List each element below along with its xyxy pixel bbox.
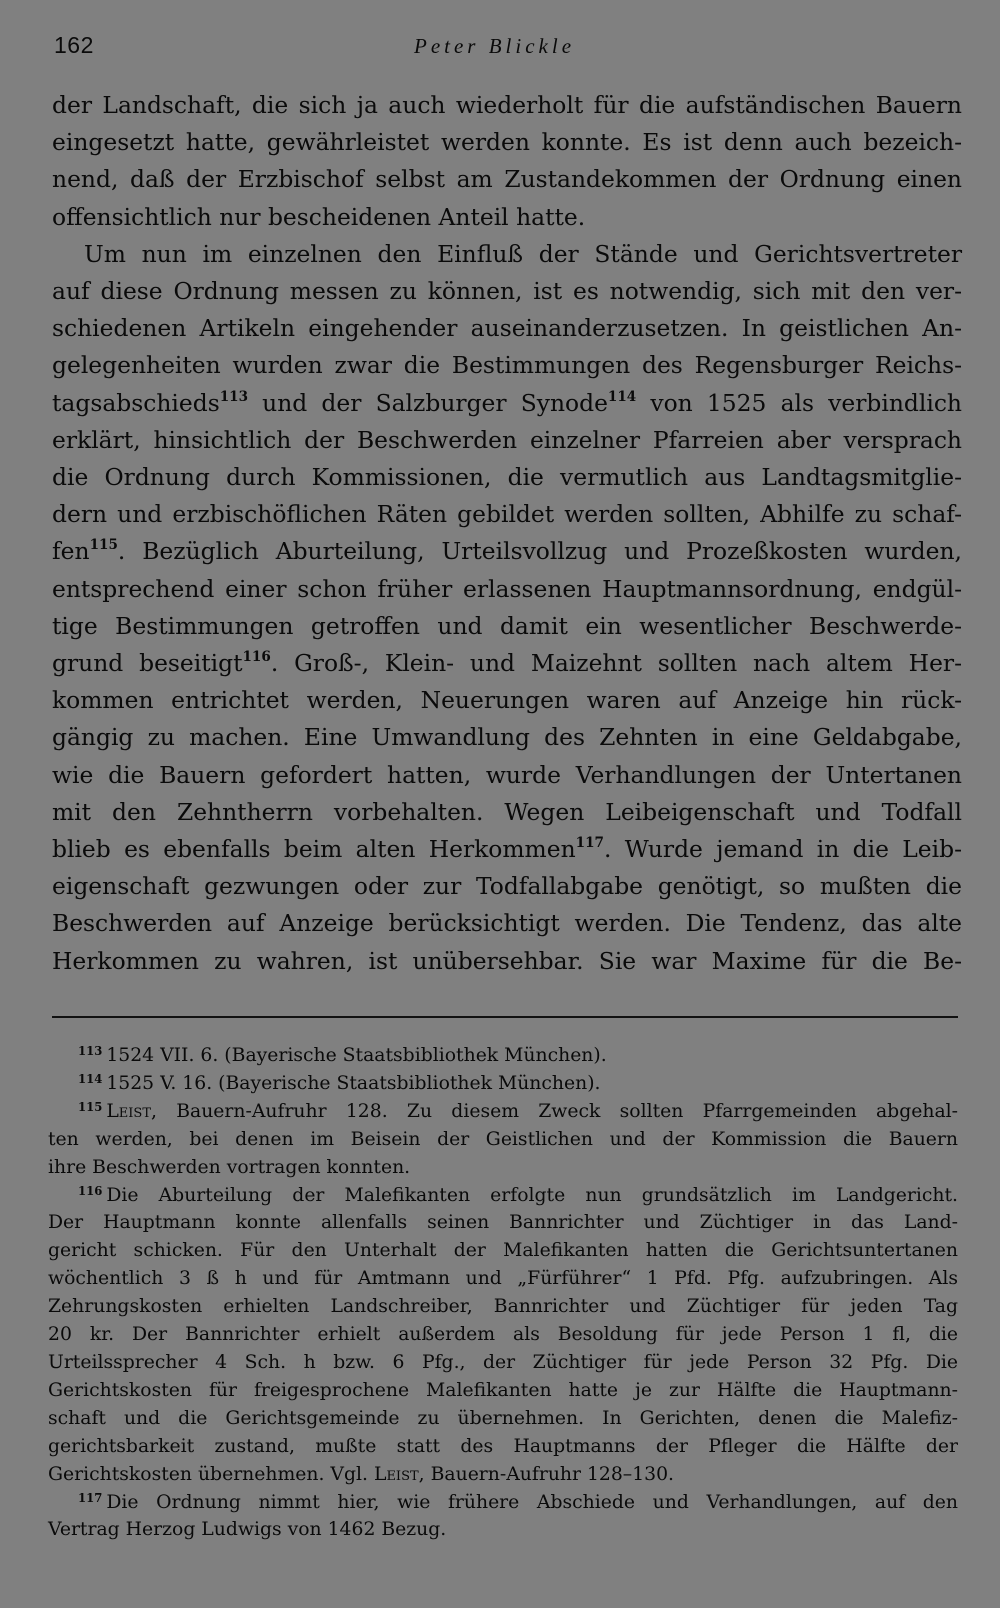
- text-line: der Landschaft, die sich ja auch wiederholt für die aufständischen Bauern: [52, 91, 962, 119]
- footnotes: [48, 1042, 958, 1544]
- footnote-ref-116[interactable]: 116: [242, 648, 271, 665]
- paragraph-2: [52, 236, 962, 980]
- text-run: , Bauern-Aufruhr 128–130.: [418, 1463, 675, 1485]
- text-line: auf diese Ordnung messen zu können, ist es notwendig, sich mit den ver-: [52, 277, 962, 306]
- text-line: Um nun im einzelnen den Einfluß der Stände und Gerichtsvertreter: [84, 239, 962, 268]
- text-line: [48, 1042, 958, 1070]
- text-line: schiedenen Artikeln eingehender auseinanderzusetzen. In geistlichen An-: [52, 314, 962, 343]
- text-line: [48, 1098, 958, 1126]
- footnote-mark: 115: [78, 1100, 103, 1114]
- text-line: eingesetzt hatte, gewährleistet werden konnte. Es ist denn auch bezeich-: [52, 128, 962, 157]
- text-line: [48, 1182, 958, 1210]
- page-header: [54, 32, 948, 72]
- text-line: dern und erzbischöflichen Räten gebildet werden sollten, Abhilfe zu schaf-: [52, 500, 962, 529]
- text-run: . Bezüglich Aburteilung, Urteilsvollzug und Prozeßkosten wurden,: [117, 537, 962, 566]
- text-run: . Groß-, Klein- und Maizehnt sollten nach altem Her-: [270, 649, 963, 678]
- text-line: [52, 645, 962, 682]
- text-line: kommen entrichtet werden, Neuerungen waren auf Anzeige hin rück-: [52, 686, 962, 715]
- footnote-ref-117[interactable]: 117: [575, 834, 604, 851]
- footnote-mark: 114: [78, 1072, 103, 1087]
- paragraph-1: [52, 87, 962, 236]
- text-line: Urteilssprecher 4 Sch. h bzw. 6 Pfg., der Züchtiger für jede Person 32 Pfg. Die: [48, 1351, 958, 1373]
- text-line: erklärt, hinsichtlich der Beschwerden einzelner Pfarreien aber versprach: [52, 425, 962, 454]
- main-text: [52, 87, 962, 980]
- author-name: Leist: [106, 1100, 151, 1122]
- text-run: Gerichtskosten übernehmen. Vgl.: [48, 1463, 374, 1485]
- footnote-114: [48, 1070, 958, 1098]
- text-line: [48, 1070, 958, 1098]
- footnote-divider: [52, 1016, 958, 1018]
- footnote-mark: 116: [78, 1183, 103, 1198]
- text-run: von 1525 als verbindlich: [636, 388, 963, 417]
- text-line: gericht schicken. Für den Unterhalt der Malefikanten hatten die Gerichtsuntertanen: [48, 1240, 958, 1262]
- footnote-115: [48, 1098, 958, 1182]
- text-run: fen: [52, 537, 90, 566]
- footnote-113: [48, 1042, 958, 1070]
- text-line: [52, 385, 962, 422]
- text-line: entsprechend einer schon früher erlassenen Hauptmannsordnung, endgül-: [52, 574, 962, 603]
- text-line: [48, 1489, 958, 1517]
- text-run: 1525 V. 16. (Bayerische Staatsbibliothek München).: [106, 1072, 601, 1094]
- text-line: Beschwerden auf Anzeige berücksichtigt werden. Die Tendenz, das alte: [52, 909, 962, 938]
- text-run: grund beseitigt: [52, 649, 243, 678]
- footnote-ref-113[interactable]: 113: [219, 388, 249, 405]
- text-line: nend, daß der Erzbischof selbst am Zustandekommen der Ordnung einen: [52, 165, 962, 194]
- text-run: . Wurde jemand in die Leib-: [603, 835, 962, 864]
- text-line: [52, 533, 962, 570]
- author-name: Leist: [373, 1463, 419, 1485]
- text-line: Herkommen zu wahren, ist unübersehbar. Sie war Maxime für die Be-: [52, 946, 962, 975]
- running-head-author: Peter Blickle: [414, 34, 576, 58]
- text-line: mit den Zehntherrn vorbehalten. Wegen Leibeigenschaft und Todfall: [52, 797, 962, 826]
- text-line: schaft und die Gerichtsgemeinde zu übernehmen. In Gerichten, denen die Malefiz-: [48, 1407, 958, 1429]
- footnote-116: [48, 1182, 958, 1489]
- text-line: gerichtsbarkeit zustand, mußte statt des Hauptmanns der Pfleger die Hälfte der: [48, 1435, 958, 1457]
- footnote-ref-114[interactable]: 114: [607, 388, 637, 405]
- text-line: Zehrungskosten erhielten Landschreiber, Bannrichter und Züchtiger für jeden Tag: [48, 1296, 958, 1318]
- footnote-mark: 117: [78, 1490, 103, 1505]
- footnote-117: [48, 1489, 958, 1545]
- text-line: offensichtlich nur bescheidenen Anteil hatte.: [52, 202, 586, 231]
- text-line: [48, 1461, 958, 1489]
- text-line: eigenschaft gezwungen oder zur Todfallabgabe genötigt, so mußten die: [52, 872, 962, 901]
- text-line: Gerichtskosten für freigesprochene Malefikanten hatte je zur Hälfte die Hauptmann-: [48, 1379, 958, 1401]
- footnote-mark: 113: [78, 1044, 103, 1059]
- text-run: , Bauern-Aufruhr 128. Zu diesem Zweck sollten Pfarrgemeinden abgehal-: [151, 1100, 958, 1122]
- text-line: wie die Bauern gefordert hatten, wurde Verhandlungen der Untertanen: [52, 760, 962, 789]
- text-run: Die Ordnung nimmt hier, wie frühere Abschiede und Verhandlungen, auf den: [106, 1491, 958, 1513]
- text-run: und der Salzburger Synode: [248, 388, 608, 417]
- text-line: Der Hauptmann konnte allenfalls seinen Bannrichter und Züchtiger in das Land-: [48, 1212, 958, 1234]
- page-number: 162: [54, 32, 94, 58]
- text-run: Die Aburteilung der Malefikanten erfolgte nun grundsätzlich im Landgericht.: [106, 1184, 958, 1206]
- footnote-ref-115[interactable]: 115: [89, 537, 118, 554]
- text-line: Vertrag Herzog Ludwigs von 1462 Bezug.: [48, 1519, 447, 1541]
- text-line: die Ordnung durch Kommissionen, die vermutlich aus Landtagsmitglie-: [52, 463, 962, 492]
- text-line: ten werden, bei denen im Beisein der Geistlichen und der Kommission die Bauern: [48, 1128, 958, 1150]
- text-line: tige Bestimmungen getroffen und damit ein wesentlicher Beschwerde-: [52, 611, 962, 640]
- text-run: 1524 VII. 6. (Bayerische Staatsbibliothek München).: [106, 1045, 607, 1066]
- text-line: ihre Beschwerden vortragen konnten.: [48, 1156, 411, 1178]
- text-line: [52, 831, 962, 868]
- text-line: 20 kr. Der Bannrichter erhielt außerdem als Besoldung für jede Person 1 fl, die: [48, 1324, 958, 1346]
- text-run: blieb es ebenfalls beim alten Herkommen: [52, 835, 576, 864]
- text-line: wöchentlich 3 ß h und für Amtmann und „Fürführer“ 1 Pfd. Pfg. aufzubringen. Als: [48, 1268, 958, 1290]
- text-line: gängig zu machen. Eine Umwandlung des Zehnten in eine Geldabgabe,: [52, 723, 962, 752]
- text-run: tagsabschieds: [52, 388, 220, 417]
- text-line: gelegenheiten wurden zwar die Bestimmungen des Regensburger Reichs-: [52, 351, 962, 380]
